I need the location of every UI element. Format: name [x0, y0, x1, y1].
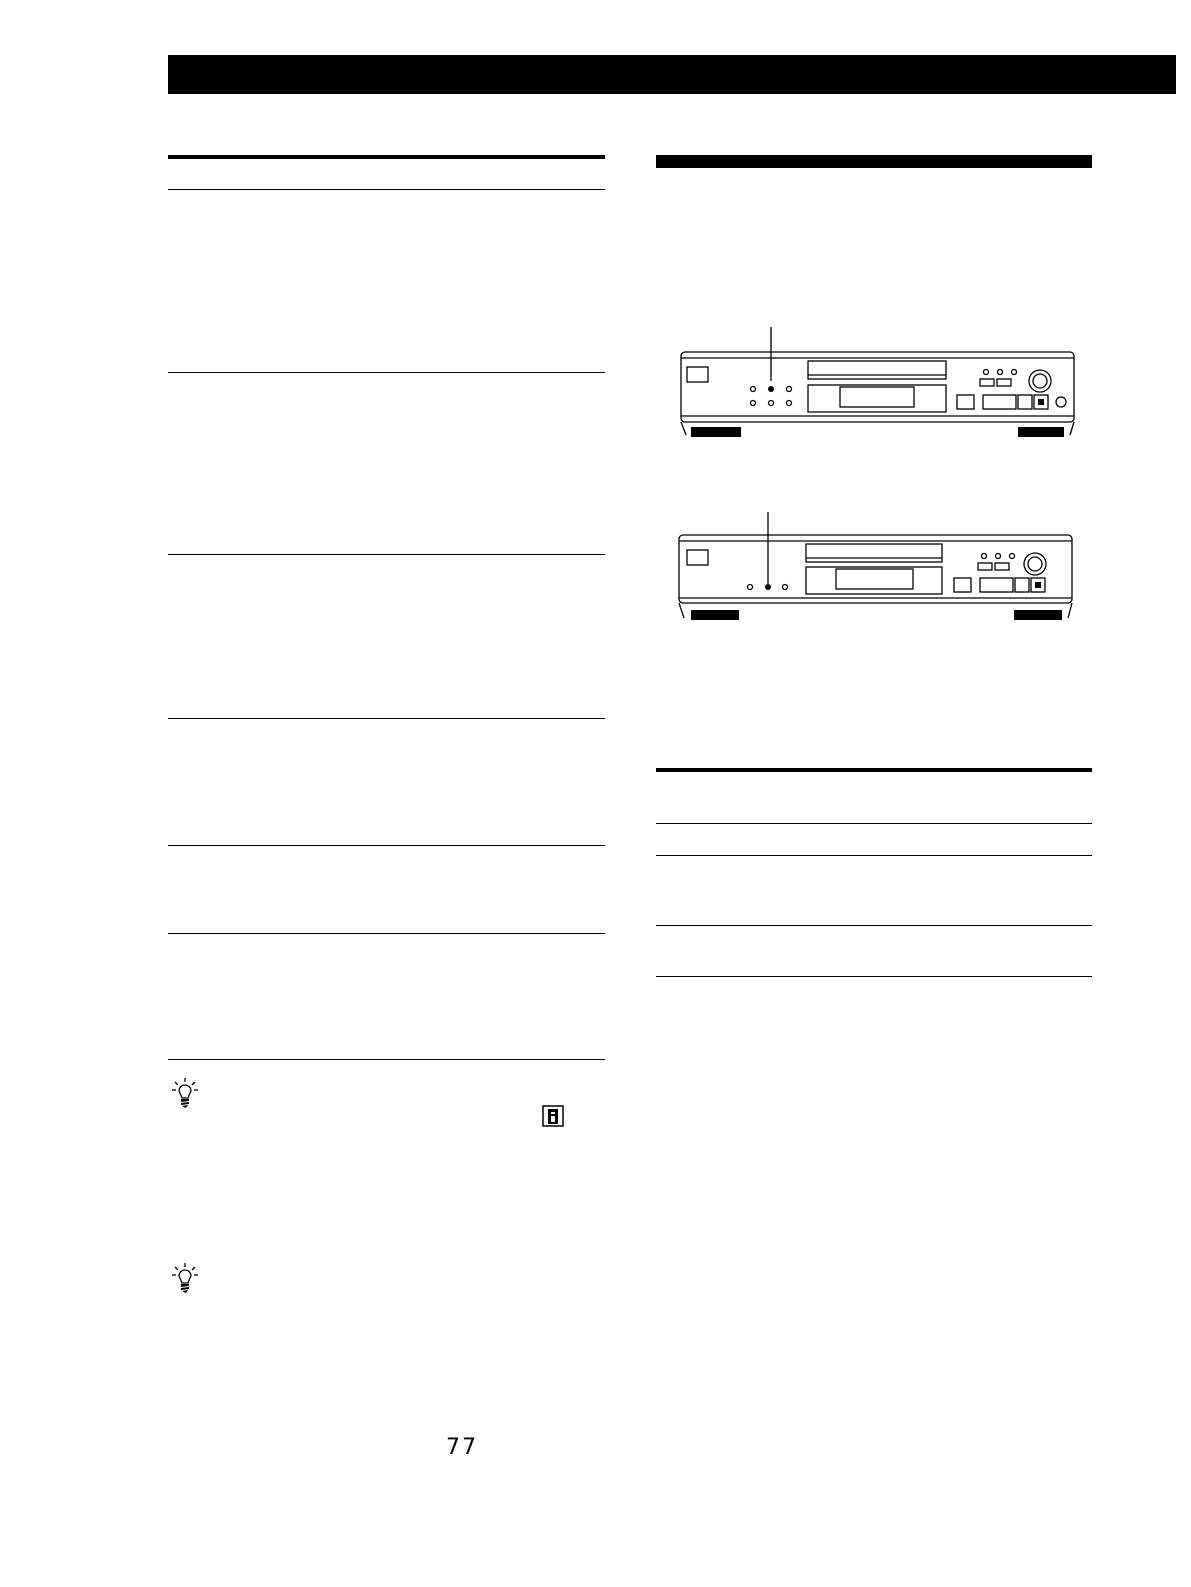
right-table-bottom-rule: [656, 976, 1092, 977]
remote-control-icon: [542, 1105, 564, 1127]
left-table-row-divider: [168, 718, 605, 719]
page-header-bar: [168, 55, 1176, 94]
page-number: 77: [446, 1435, 478, 1460]
md-deck-illustration-lower: [676, 510, 1076, 628]
left-table-bottom-rule: [168, 1059, 605, 1060]
lightbulb-tip-icon: [170, 1077, 200, 1109]
left-table-top-rule: [168, 155, 605, 159]
left-table-row-divider: [168, 933, 605, 934]
right-table-row-divider: [656, 925, 1092, 926]
right-table-row-divider: [656, 823, 1092, 824]
right-table-row-divider: [656, 855, 1092, 856]
right-table-top-rule: [656, 768, 1092, 772]
left-table-row-divider: [168, 845, 605, 846]
left-table-row-divider: [168, 189, 605, 190]
lightbulb-tip-icon: [170, 1262, 200, 1294]
md-deck-illustration-upper: [678, 325, 1078, 445]
section-heading-bar: [656, 155, 1092, 168]
left-table-row-divider: [168, 372, 605, 373]
left-table-row-divider: [168, 554, 605, 555]
